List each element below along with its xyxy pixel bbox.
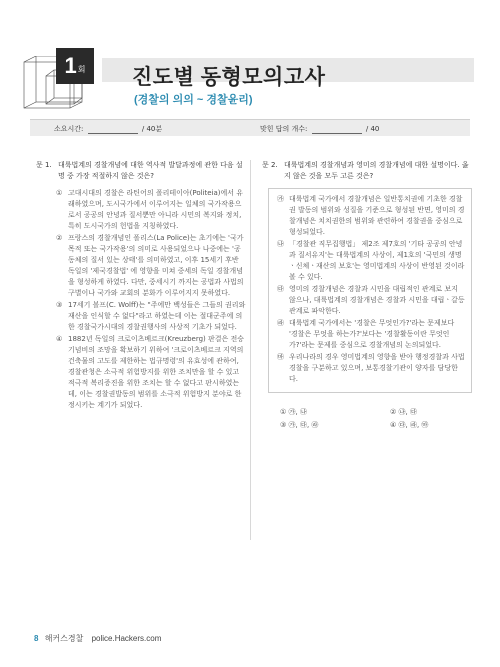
option-mark: ③: [56, 301, 63, 309]
statement-mark: ㉲: [277, 353, 284, 361]
statement-mark: ㉱: [277, 319, 284, 327]
option-text: 1882년 독일의 크로이츠베르크(Kreuzberg) 판결은 전승기념비의 조망을 확보하기 위하여 '크로이츠베르크 지역의 건축물의 고도를 제한하는 법규명령'의 유효성에 관하여, 경찰관청은 소극적 위험방지를 위한 조치만을 할 수 있고 적극적 복리증진을 위한 조치는 할 수 없다고 판시하였는데, 이는 경찰권발동의 범위를 소극적 위험방지 분야로 한정시키는 계기가 되었다.: [68, 335, 245, 409]
question-2: [262, 160, 472, 431]
answer-3[interactable]: ③ ㉮, ㉰, ㉱: [280, 421, 319, 429]
score-label: 맞힌 답의 개수:: [260, 125, 308, 133]
option-text: 17세기 볼프(C. Wolff)는 "주에만 백성들은 그들의 권리와 재산을 인식할 수 없다"라고 하였는데 이는 절대군주에 의한 경찰국가시대의 경찰권행사의 사상적 기초가 되었다.: [68, 301, 246, 331]
round-unit: 회: [77, 64, 86, 74]
footer: [34, 633, 161, 644]
option-mark: ④: [56, 335, 63, 343]
time-total: / 40분: [141, 125, 163, 133]
footer-brand: 해커스경찰: [44, 634, 84, 643]
question-text: 대륙법계의 경찰개념에 대한 역사적 발달과정에 관한 다음 설명 중 가장 적절하지 않은 것은?: [58, 161, 243, 180]
time-label: 소요시간:: [54, 125, 84, 133]
statement-mark: ㉯: [277, 240, 284, 248]
score-field: [260, 124, 379, 134]
statement-text: 우리나라의 경우 영미법계의 영향을 받아 행정경찰과 사법경찰을 구분하고 있으며, 보통경찰기관이 양자를 담당한다.: [289, 353, 465, 383]
statement-text: 대륙법계 국가에서는 '경찰은 무엇인가?'라는 문제보다 '경찰은 무엇을 하는가?'보다는 '경찰활동이란 무엇인가?'라는 문제를 중심으로 경찰개념의 논의되었다.: [289, 319, 455, 349]
score-blank[interactable]: [312, 126, 362, 134]
statement-c: [277, 284, 465, 317]
page-subtitle: (경찰의 의의 ~ 경찰윤리): [134, 94, 253, 106]
score-total: / 40: [365, 125, 380, 133]
statement-mark: ㉮: [277, 195, 284, 203]
round-number: 1: [64, 53, 77, 78]
statement-text: 대륙법계 국가에서 경찰개념은 일반통치권에 기초한 경찰권 발동의 범위와 성질을 기준으로 형성된 반면, 영미의 경찰개념은 치치권한의 범위와 관련하여 경찰권을 중심으로 형성되었다.: [289, 195, 465, 236]
statement-a: [277, 194, 465, 238]
question-stem: [36, 160, 246, 182]
option-text: 프랑스의 경찰개념인 폴리스(La Police)는 초기에는 '국가목적 또는 국가작용'의 의미로 사용되었으나 나중에는 '공동체의 질서 있는 상태'를 의미하였고, 이후 15세기 후반 독일의 '제국경찰법' 에 영향을 미쳐 중세의 독일 경찰개념을 형성하게 하였다. 다만, 중세시기 까지는 공법과 사법의 구별이나 국가와 교회의 분화가 이루어지지 못하였다.: [68, 234, 244, 297]
time-field: [54, 124, 162, 134]
time-blank[interactable]: [88, 126, 138, 134]
question-text: 대륙법계의 경찰개념과 영미의 경찰개념에 대한 설명이다. 옳지 않은 것을 모두 고른 것은?: [284, 161, 469, 180]
page-title: 진도별 동형모의고사: [132, 66, 326, 89]
answer-1[interactable]: ① ㉮, ㉯: [280, 408, 307, 416]
option-3[interactable]: [36, 300, 246, 333]
statement-b: [277, 239, 465, 283]
statement-text: 영미의 경찰개념은 경찰과 시민을 대립적인 관계로 보지 않으나, 대륙법계의 경찰개념은 경찰과 시민을 대립ㆍ갈등관계로 파악한다.: [289, 285, 465, 315]
answer-4[interactable]: ④ ㉰, ㉱, ㉲: [390, 421, 429, 429]
footer-site-link[interactable]: police.Hackers.com: [91, 634, 162, 643]
statement-mark: ㉰: [277, 285, 284, 293]
round-badge: [56, 48, 94, 84]
option-2[interactable]: [36, 233, 246, 299]
answer-choices: [280, 407, 472, 431]
option-text: 고대시대의 경찰은 라틴어의 폴리테이아(Politeia)에서 유래하였으며, 도시국가에서 이루어지는 일체의 국가작용으로서 공공의 안녕과 질서뿐만 아니라 시민의 복지와 정치, 특히 도시국가의 헌법을 지칭하였다.: [68, 189, 244, 230]
option-mark: ①: [56, 189, 63, 197]
question-stem: [262, 160, 472, 182]
statement-e: [277, 352, 465, 385]
page-number: 8: [34, 634, 39, 643]
meta-bar: [30, 119, 470, 136]
statement-d: [277, 318, 465, 351]
question-number: 문 1.: [36, 161, 52, 169]
option-4[interactable]: [36, 334, 246, 411]
answer-2[interactable]: ② ㉯, ㉰: [390, 408, 417, 416]
statement-text: 「경찰관 직무집행법」 제2조 제7호의 '기타 공공의 안녕과 질서유지'는 대륙법계의 사상이, 제1호의 '국민의 생명ㆍ신체ㆍ재산의 보호'는 영미법계의 사상이 반영된 것이라 볼 수 있다.: [289, 240, 465, 281]
option-mark: ②: [56, 234, 63, 242]
column-divider: [250, 160, 251, 540]
question-number: 문 2.: [262, 161, 278, 169]
option-1[interactable]: [36, 188, 246, 232]
statement-box: [268, 188, 472, 393]
question-1: [36, 160, 246, 412]
